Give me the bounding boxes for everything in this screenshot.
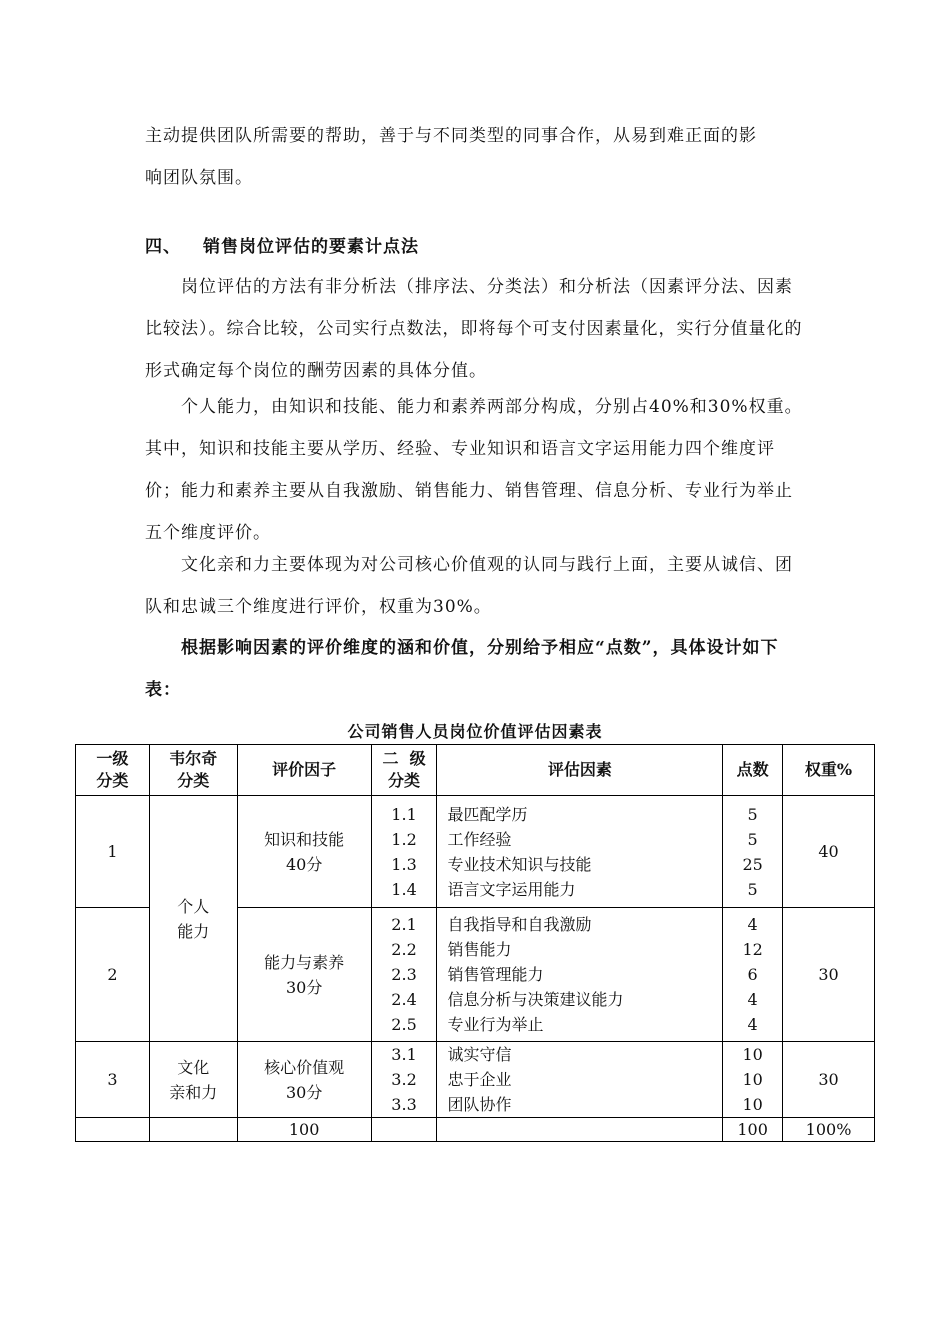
points-cell: 5 5 25 5	[723, 796, 783, 908]
factor-cell: 知识和技能 40分	[237, 796, 371, 908]
header-level1: 一级 分类	[76, 745, 150, 796]
method-paragraph: 岗位评估的方法有非分析法（排序法、分类法）和分析法（因素评分法、因素比较法）。综合比较，公司实行点数法，即将每个可支付因素量化，实行分值量化的形式确定每个岗位的酬劳因素的具体分值。	[145, 277, 803, 381]
weight-cell: 30	[783, 908, 875, 1042]
table-total-row	[76, 1118, 875, 1142]
header-hay: 韦尔奇 分类	[149, 745, 237, 796]
elements-cell: 最匹配学历 工作经验 专业技术知识与技能 语言文字运用能力	[437, 796, 723, 908]
table-header-row	[76, 745, 875, 796]
code-cell: 3.1 3.2 3.3	[371, 1042, 437, 1118]
personal-ability-paragraph: 个人能力，由知识和技能、能力和素养两部分构成，分别占40%和30%权重。其中，知识和技能主要从学历、经验、专业知识和语言文字运用能力四个维度评价；能力和素养主要从自我激励、销售能力、销售管理、信息分析、专业行为举止五个维度评价。	[145, 397, 803, 543]
code-cell: 1.1 1.2 1.3 1.4	[371, 796, 437, 908]
group-id: 2	[76, 908, 150, 1042]
total-factor: 100	[237, 1118, 371, 1142]
section-number: 四、	[145, 237, 181, 257]
section-heading	[145, 232, 419, 262]
section-title: 销售岗位评估的要素计点法	[203, 237, 419, 257]
evaluation-factor-table	[75, 744, 875, 1142]
table-row	[76, 796, 875, 908]
header-factor: 评价因子	[237, 745, 371, 796]
intro-line-2: 响团队氛围。	[145, 168, 253, 188]
code-cell: 2.1 2.2 2.3 2.4 2.5	[371, 908, 437, 1042]
factor-cell: 能力与素养 30分	[237, 908, 371, 1042]
points-cell: 4 12 6 4 4	[723, 908, 783, 1042]
factor-cell: 核心价值观 30分	[237, 1042, 371, 1118]
design-paragraph: 根据影响因素的评价维度的涵和价值，分别给予相应“点数”，具体设计如下表：	[145, 638, 779, 700]
intro-line-1: 主动提供团队所需要的帮助，善于与不同类型的同事合作，从易到难正面的影	[145, 126, 757, 146]
hay-category: 个人 能力	[149, 796, 237, 1042]
elements-cell: 诚实守信 忠于企业 团队协作	[437, 1042, 723, 1118]
total-weight: 100%	[783, 1118, 875, 1142]
group-id: 1	[76, 796, 150, 908]
points-cell: 10 10 10	[723, 1042, 783, 1118]
weight-cell: 40	[783, 796, 875, 908]
header-level2: 二 级 分类	[371, 745, 437, 796]
weight-cell: 30	[783, 1042, 875, 1118]
intro-paragraph	[145, 115, 810, 199]
table-row	[76, 1042, 875, 1118]
elements-cell: 自我指导和自我激励 销售能力 销售管理能力 信息分析与决策建议能力 专业行为举止	[437, 908, 723, 1042]
header-points: 点数	[723, 745, 783, 796]
total-points: 100	[723, 1118, 783, 1142]
header-weight: 权重%	[783, 745, 875, 796]
hay-category: 文化 亲和力	[149, 1042, 237, 1118]
culture-paragraph: 文化亲和力主要体现为对公司核心价值观的认同与践行上面，主要从诚信、团队和忠诚三个维度进行评价，权重为30%。	[145, 555, 793, 617]
group-id: 3	[76, 1042, 150, 1118]
header-elements: 评估因素	[437, 745, 723, 796]
table-title: 公司销售人员岗位价值评估因素表	[347, 722, 603, 741]
